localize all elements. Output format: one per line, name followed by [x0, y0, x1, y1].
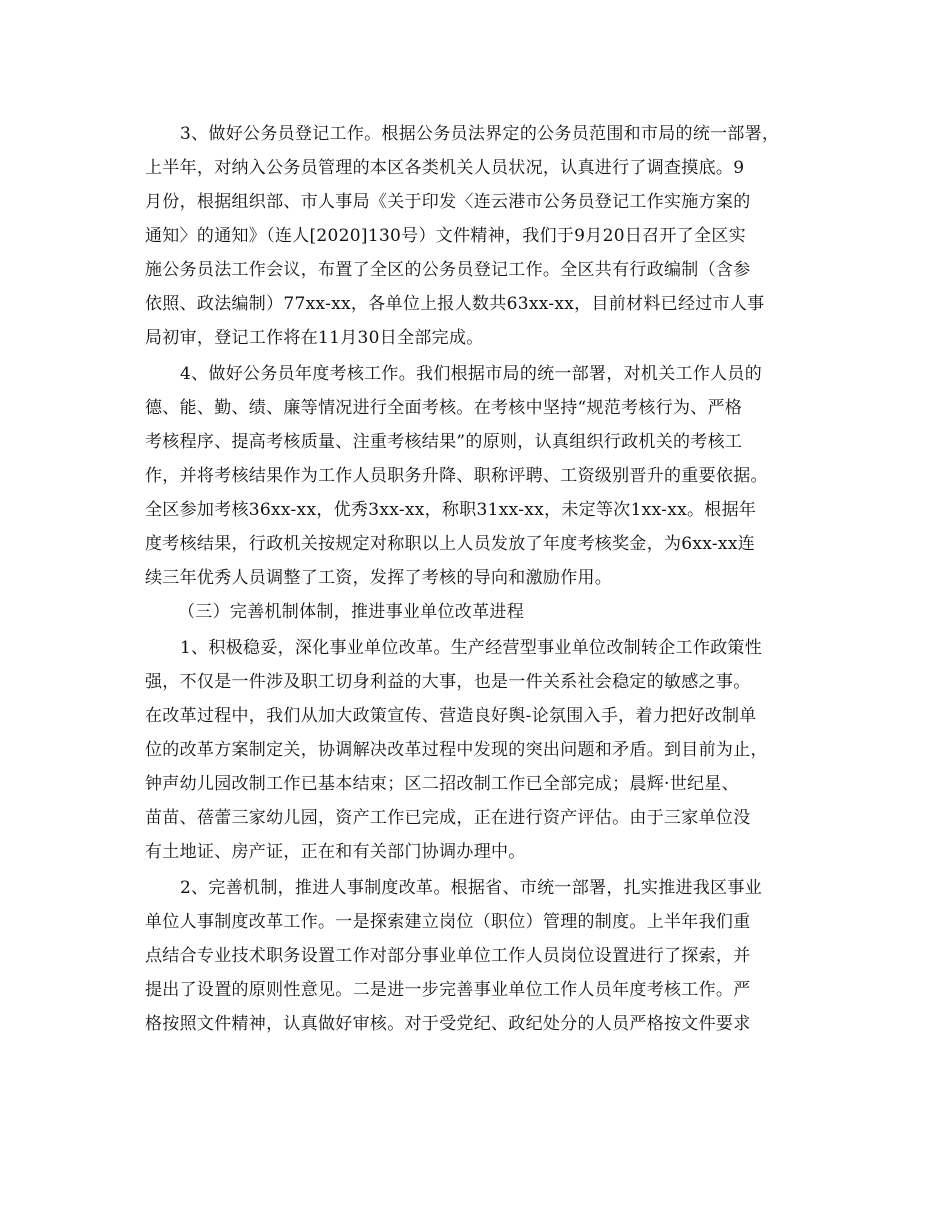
- paragraph-1-line-4: 位的改革方案制定关，协调解决改革过程中发现的突出问题和矛盾。到目前为止，: [145, 740, 768, 760]
- paragraph-4-line-4: 作，并将考核结果作为工作人员职务升降、职称评聘、工资级别晋升的重要依据。: [145, 466, 768, 486]
- paragraph-3-line-1: 3、做好公务员登记工作。根据公务员法界定的公务员范围和市局的统一部署，: [180, 124, 780, 144]
- paragraph-4-line-5: 全区参加考核36xx-xx，优秀3xx-xx，称职31xx-xx，未定等次1xx-xx。根据年: [145, 500, 757, 520]
- paragraph-3-line-7: 局初审，登记工作将在11月30日全部完成。: [145, 328, 484, 348]
- paragraph-3-line-4: 通知〉的通知》（连人[2020]130号）文件精神，我们于9月20日召开了全区实: [145, 226, 746, 246]
- paragraph-2-line-1: 2、完善机制，推进人事制度改革。根据省、市统一部署，扎实推进我区事业: [180, 878, 763, 898]
- paragraph-2-line-4: 提出了设置的原则性意见。二是进一步完善事业单位工作人员年度考核工作。严: [145, 980, 751, 1000]
- paragraph-3-line-5: 施公务员法工作会议，布置了全区的公务员登记工作。全区共有行政编制（含参: [145, 260, 751, 280]
- paragraph-3-line-2: 上半年，对纳入公务员管理的本区各类机关人员状况，认真进行了调查摸底。9: [145, 158, 745, 178]
- section-heading: （三）完善机制体制，推进事业单位改革进程: [178, 602, 524, 622]
- paragraph-4-line-1: 4、做好公务员年度考核工作。我们根据市局的统一部署，对机关工作人员的: [180, 364, 763, 384]
- paragraph-1-line-2: 强，不仅是一件涉及职工切身利益的大事，也是一件关系社会稳定的敏感之事。: [145, 672, 751, 692]
- paragraph-4-line-2: 德、能、勤、绩、廉等情况进行全面考核。在考核中坚持“规范考核行为、严格: [145, 398, 743, 418]
- paragraph-2-line-3: 点结合专业技术职务设置工作对部分事业单位工作人员岗位设置进行了探索，并: [145, 946, 751, 966]
- paragraph-2-line-5: 格按照文件精神，认真做好审核。对于受党纪、政纪处分的人员严格按文件要求: [145, 1014, 751, 1034]
- paragraph-1-line-6: 苗苗、蓓蕾三家幼儿园，资产工作已完成，正在进行资产评估。由于三家单位没: [145, 808, 751, 828]
- paragraph-4-line-6: 度考核结果，行政机关按规定对称职以上人员发放了年度考核奖金，为6xx-xx连: [145, 534, 756, 554]
- paragraph-1-line-7: 有土地证、房产证，正在和有关部门协调办理中。: [145, 842, 526, 862]
- paragraph-1-line-3: 在改革过程中，我们从加大政策宣传、营造良好舆-论氛围入手，着力把好改制单: [145, 706, 757, 726]
- paragraph-1-line-1: 1、积极稳妥，深化事业单位改革。生产经营型事业单位改制转企工作政策性: [180, 638, 763, 658]
- paragraph-3-line-6: 依照、政法编制）77xx-xx，各单位上报人数共63xx-xx，目前材料已经过市人事: [145, 294, 765, 314]
- paragraph-4-line-3: 考核程序、提高考核质量、注重考核结果”的原则，认真组织行政机关的考核工: [145, 432, 743, 452]
- paragraph-3-line-3: 月份，根据组织部、市人事局《关于印发〈连云港市公务员登记工作实施方案的: [145, 192, 751, 212]
- paragraph-1-line-5: 钟声幼儿园改制工作已基本结束；区二招改制工作已全部完成；晨辉·世纪星、: [145, 774, 739, 794]
- paragraph-2-line-2: 单位人事制度改革工作。一是探索建立岗位（职位）管理的制度。上半年我们重: [145, 912, 751, 932]
- paragraph-4-line-7: 续三年优秀人员调整了工资，发挥了考核的导向和激励作用。: [145, 568, 613, 588]
